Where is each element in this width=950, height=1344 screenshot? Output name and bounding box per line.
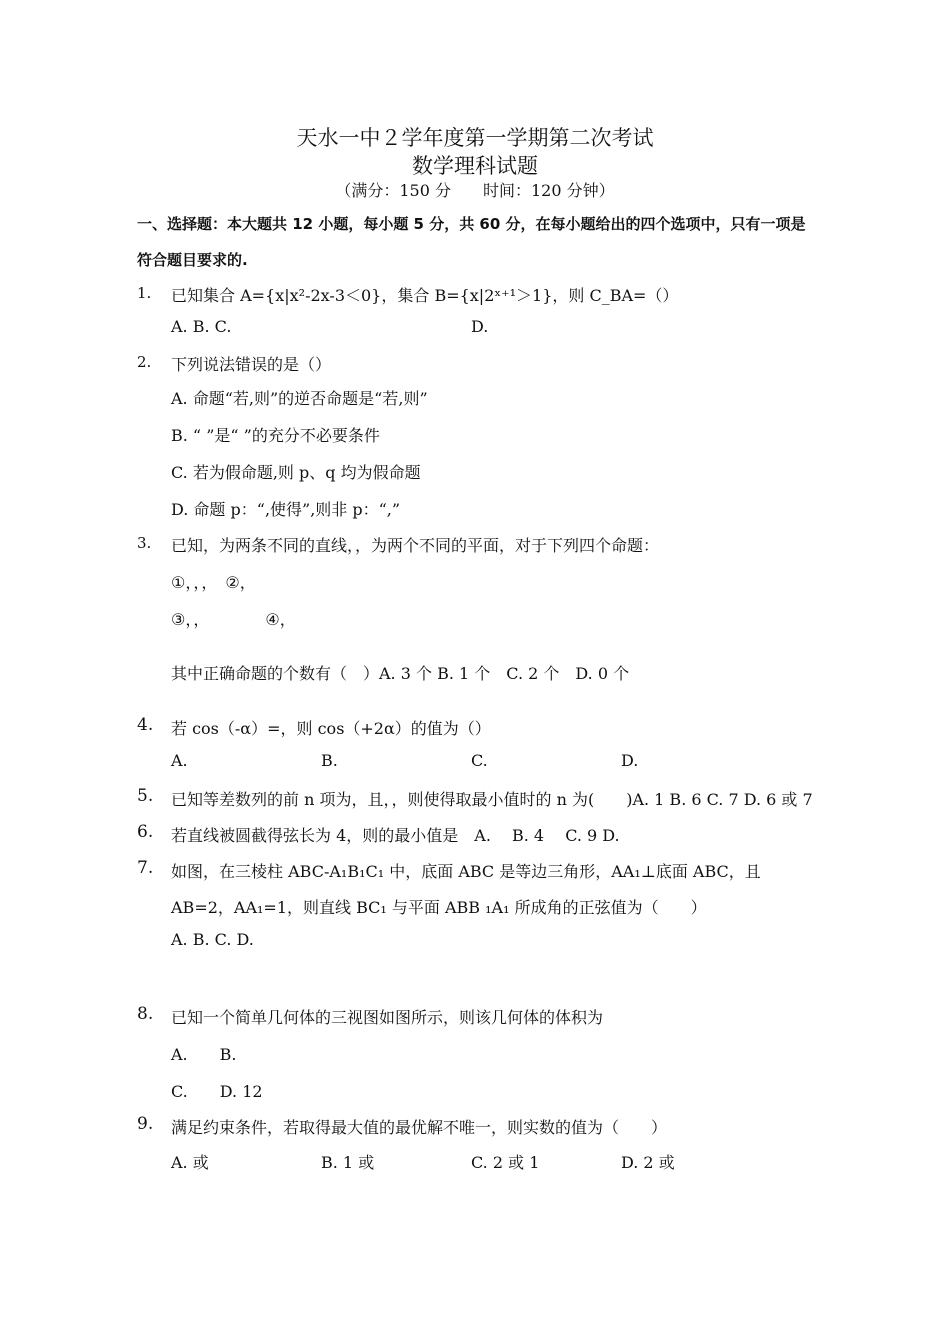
question-proposition-line: ③，， ④， [171,610,296,629]
question-answer-line: 其中正确命题的个数有（ ）A. 3 个 B. 1 个 C. 2 个 D. 0 个 [171,664,630,683]
question-number: 4. [137,715,154,735]
question-option-d: D. 命题 p：“,使得”,则非 p：“,” [171,500,401,519]
exam-title: 天水一中２学年度第一学期第二次考试 [296,126,654,150]
question-number: 8. [137,1004,154,1024]
question-options: A. B. C. [171,317,232,336]
question-options: A. B. [171,1045,237,1064]
question-option-d: D. [621,751,639,770]
question-option-a: A. 或 [171,1153,209,1172]
question-text: 满足约束条件，若取得最大值的最优解不唯一，则实数的值为（ ） [171,1118,668,1137]
question-number: 6. [137,822,154,842]
question-text: 已知等差数列的前 n 项为，且，，则使得取最小值时的 n 为( )A. 1 B. 6 C. 7 D. 6 或 7 [171,790,813,809]
section-heading-line1: 一、选择题：本大题共 12 小题，每小题 5 分，共 60 分，在每小题给出的四个选项中，只有一项是 [137,215,806,233]
question-text-continued: AB=2，AA₁=1，则直线 BC₁ 与平面 ABB ₁A₁ 所成角的正弦值为（ ） [171,898,707,917]
question-option-c: C. 若为假命题,则 p、q 均为假命题 [171,463,421,482]
question-option-c: C. 2 或 1 [471,1153,540,1172]
exam-subtitle: 数学理科试题 [412,154,538,178]
question-number: 3. [137,534,152,552]
question-option-d: D. 2 或 [621,1153,675,1172]
exam-info: （满分：150 分 时间：120 分钟） [335,181,615,200]
question-option-b: B. “ ”是“ ”的充分不必要条件 [171,426,380,445]
question-text: 若 cos（-α）=，则 cos（+2α）的值为（） [171,719,491,738]
question-number: 5. [137,786,154,806]
section-heading-line2: 符合题目要求的. [137,251,248,269]
question-option-b: B. [321,751,338,770]
question-option-b: B. 1 或 [321,1153,375,1172]
question-options: A. B. C. D. [171,930,254,949]
question-number: 7. [137,858,154,878]
question-option-c: C. [471,751,488,770]
question-text: 若直线被圆截得弦长为 4，则的最小值是 A. B. 4 C. 9 D. [171,826,620,845]
question-number: 9. [137,1114,154,1134]
question-text: 已知，为两条不同的直线，，为两个不同的平面，对于下列四个命题： [171,536,660,555]
question-text: 已知集合 A={x|x²-2x-3＜0}，集合 B={x|2ˣ⁺¹＞1}，则 C_BA=（） [171,286,679,305]
question-number: 2. [137,353,152,371]
question-option-a: A. [171,751,188,770]
question-text: 下列说法错误的是（） [171,355,332,374]
question-proposition-line: ①，，， ②， [171,573,256,592]
question-options: C. D. 12 [171,1082,263,1101]
question-option-a: A. 命题“若,则”的逆否命题是“若,则” [171,389,428,408]
question-text: 如图，在三棱柱 ABC-A₁B₁C₁ 中，底面 ABC 是等边三角形，AA₁⊥底面 ABC，且 [171,862,761,881]
question-option-d: D. [471,317,489,336]
question-number: 1. [137,284,152,302]
question-text: 已知一个简单几何体的三视图如图所示，则该几何体的体积为 [171,1008,604,1027]
